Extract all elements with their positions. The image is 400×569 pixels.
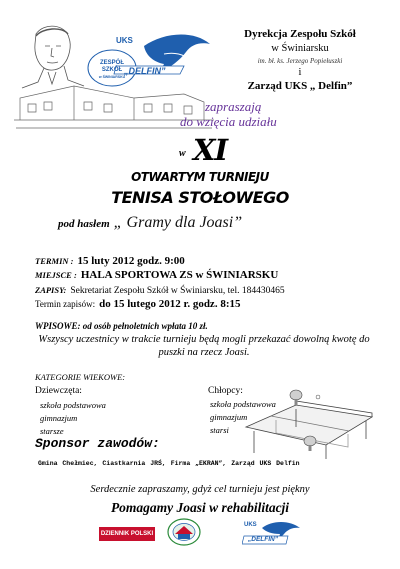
uks-footer-prefix: UKS (244, 522, 257, 528)
organizer-line-3: im. bł. ks. Jerzego Popiełuszki (257, 57, 343, 65)
girls-category-head: Dziewczęta: (35, 386, 82, 396)
ordinal-prefix: w (179, 148, 186, 159)
school-logo-line-1: ZESPÓŁ (99, 60, 124, 66)
title-line-1: OTWARTYM TURNIEJU (131, 170, 269, 184)
invite-line-1: zapraszają (205, 99, 262, 114)
school-logo-line-3: w ŚWINIARSKU (98, 75, 126, 79)
zapisy-label: ZAPISY: (35, 285, 67, 295)
ping-pong-table-svg (236, 387, 376, 461)
paddle-icon (290, 390, 302, 405)
termin-value: 15 luty 2012 godz. 9:00 (77, 255, 185, 267)
deadline-label: Termin zapisów: (35, 299, 96, 309)
sponsor-title: Sponsor zawodów: (35, 436, 160, 451)
zapisy-value: Sekretariat Zespołu Szkół w Świniarsku, tel. 184430465 (70, 286, 285, 296)
prize-note: Wszyscy uczestnicy w trakcie turnieju będą mogli przekazać dowolną kwotę do puszki na rzecz Joasi. (38, 334, 370, 358)
girls-category-item: szkoła podstawowa (40, 400, 106, 410)
boys-category-item: szkoła podstawowa (210, 399, 276, 409)
sponsor-list: Gmina Chełmiec, Ciastkarnia JRŚ, Firma „EKRAN”, Zarząd UKS Delfin (38, 460, 300, 467)
school-badge-svg (166, 517, 202, 547)
deadline-value: do 15 lutego 2012 r. godz. 8:15 (99, 298, 241, 310)
fee-line: WPISOWE: od osób pełnoletnich wpłata 10 zł. (35, 321, 208, 331)
organizer-line-4: i (298, 67, 302, 78)
organizer-line-1: Dyrekcja Zespołu Szkół (244, 28, 356, 40)
termin-label: TERMIN : (35, 256, 74, 266)
ball-icon (316, 395, 320, 399)
club-logo-prefix: UKS (116, 36, 133, 45)
motto-text: „ Gramy dla Joasi” (113, 214, 243, 231)
title-line-2: TENISA STOŁOWEGO (111, 188, 289, 207)
portrait-sketch (22, 26, 84, 88)
deadline-row (35, 294, 240, 312)
motto-prefix: pod hasłem (58, 218, 110, 230)
uks-delfin-footer-logo (242, 518, 302, 548)
ordinal-number: XI (193, 133, 228, 167)
organizer-line-5: Zarząd UKS „ Delfin” (247, 80, 353, 92)
closing-line-2: Pomagamy Joasi w rehabilitacji (110, 500, 290, 515)
paddle-icon (304, 436, 316, 451)
miejsce-value: HALA SPORTOWA ZS w ŚWINIARSKU (80, 269, 279, 281)
motto (58, 214, 242, 232)
miejsce-label: MIEJSCE : (35, 270, 77, 280)
school-logo-line-2: SZKÓŁ (101, 67, 123, 73)
school-badge-logo (166, 517, 202, 547)
categories-title: KATEGORIE WIEKOWE: (35, 372, 126, 382)
dziennik-polski-logo: DZIENNIK POLSKI (99, 527, 155, 541)
boys-category-head: Chłopcy: (208, 386, 243, 396)
club-logo-name: „DELFIN” (124, 66, 166, 76)
boys-category-item: gimnazjum (210, 412, 248, 422)
organizer-line-2: w Świniarsku (271, 43, 329, 54)
closing-line-1: Serdecznie zapraszamy, gdyż cel turnieju jest piękny (90, 484, 310, 495)
girls-category-item: gimnazjum (40, 413, 78, 423)
ping-pong-table-illustration (236, 387, 376, 461)
invite-line-2: do wzięcia udziału (180, 114, 277, 129)
uks-footer-name: „DELFIN” (248, 536, 278, 543)
boys-category-item: starsi (210, 425, 229, 435)
girls-category-item: starsze (40, 426, 64, 436)
